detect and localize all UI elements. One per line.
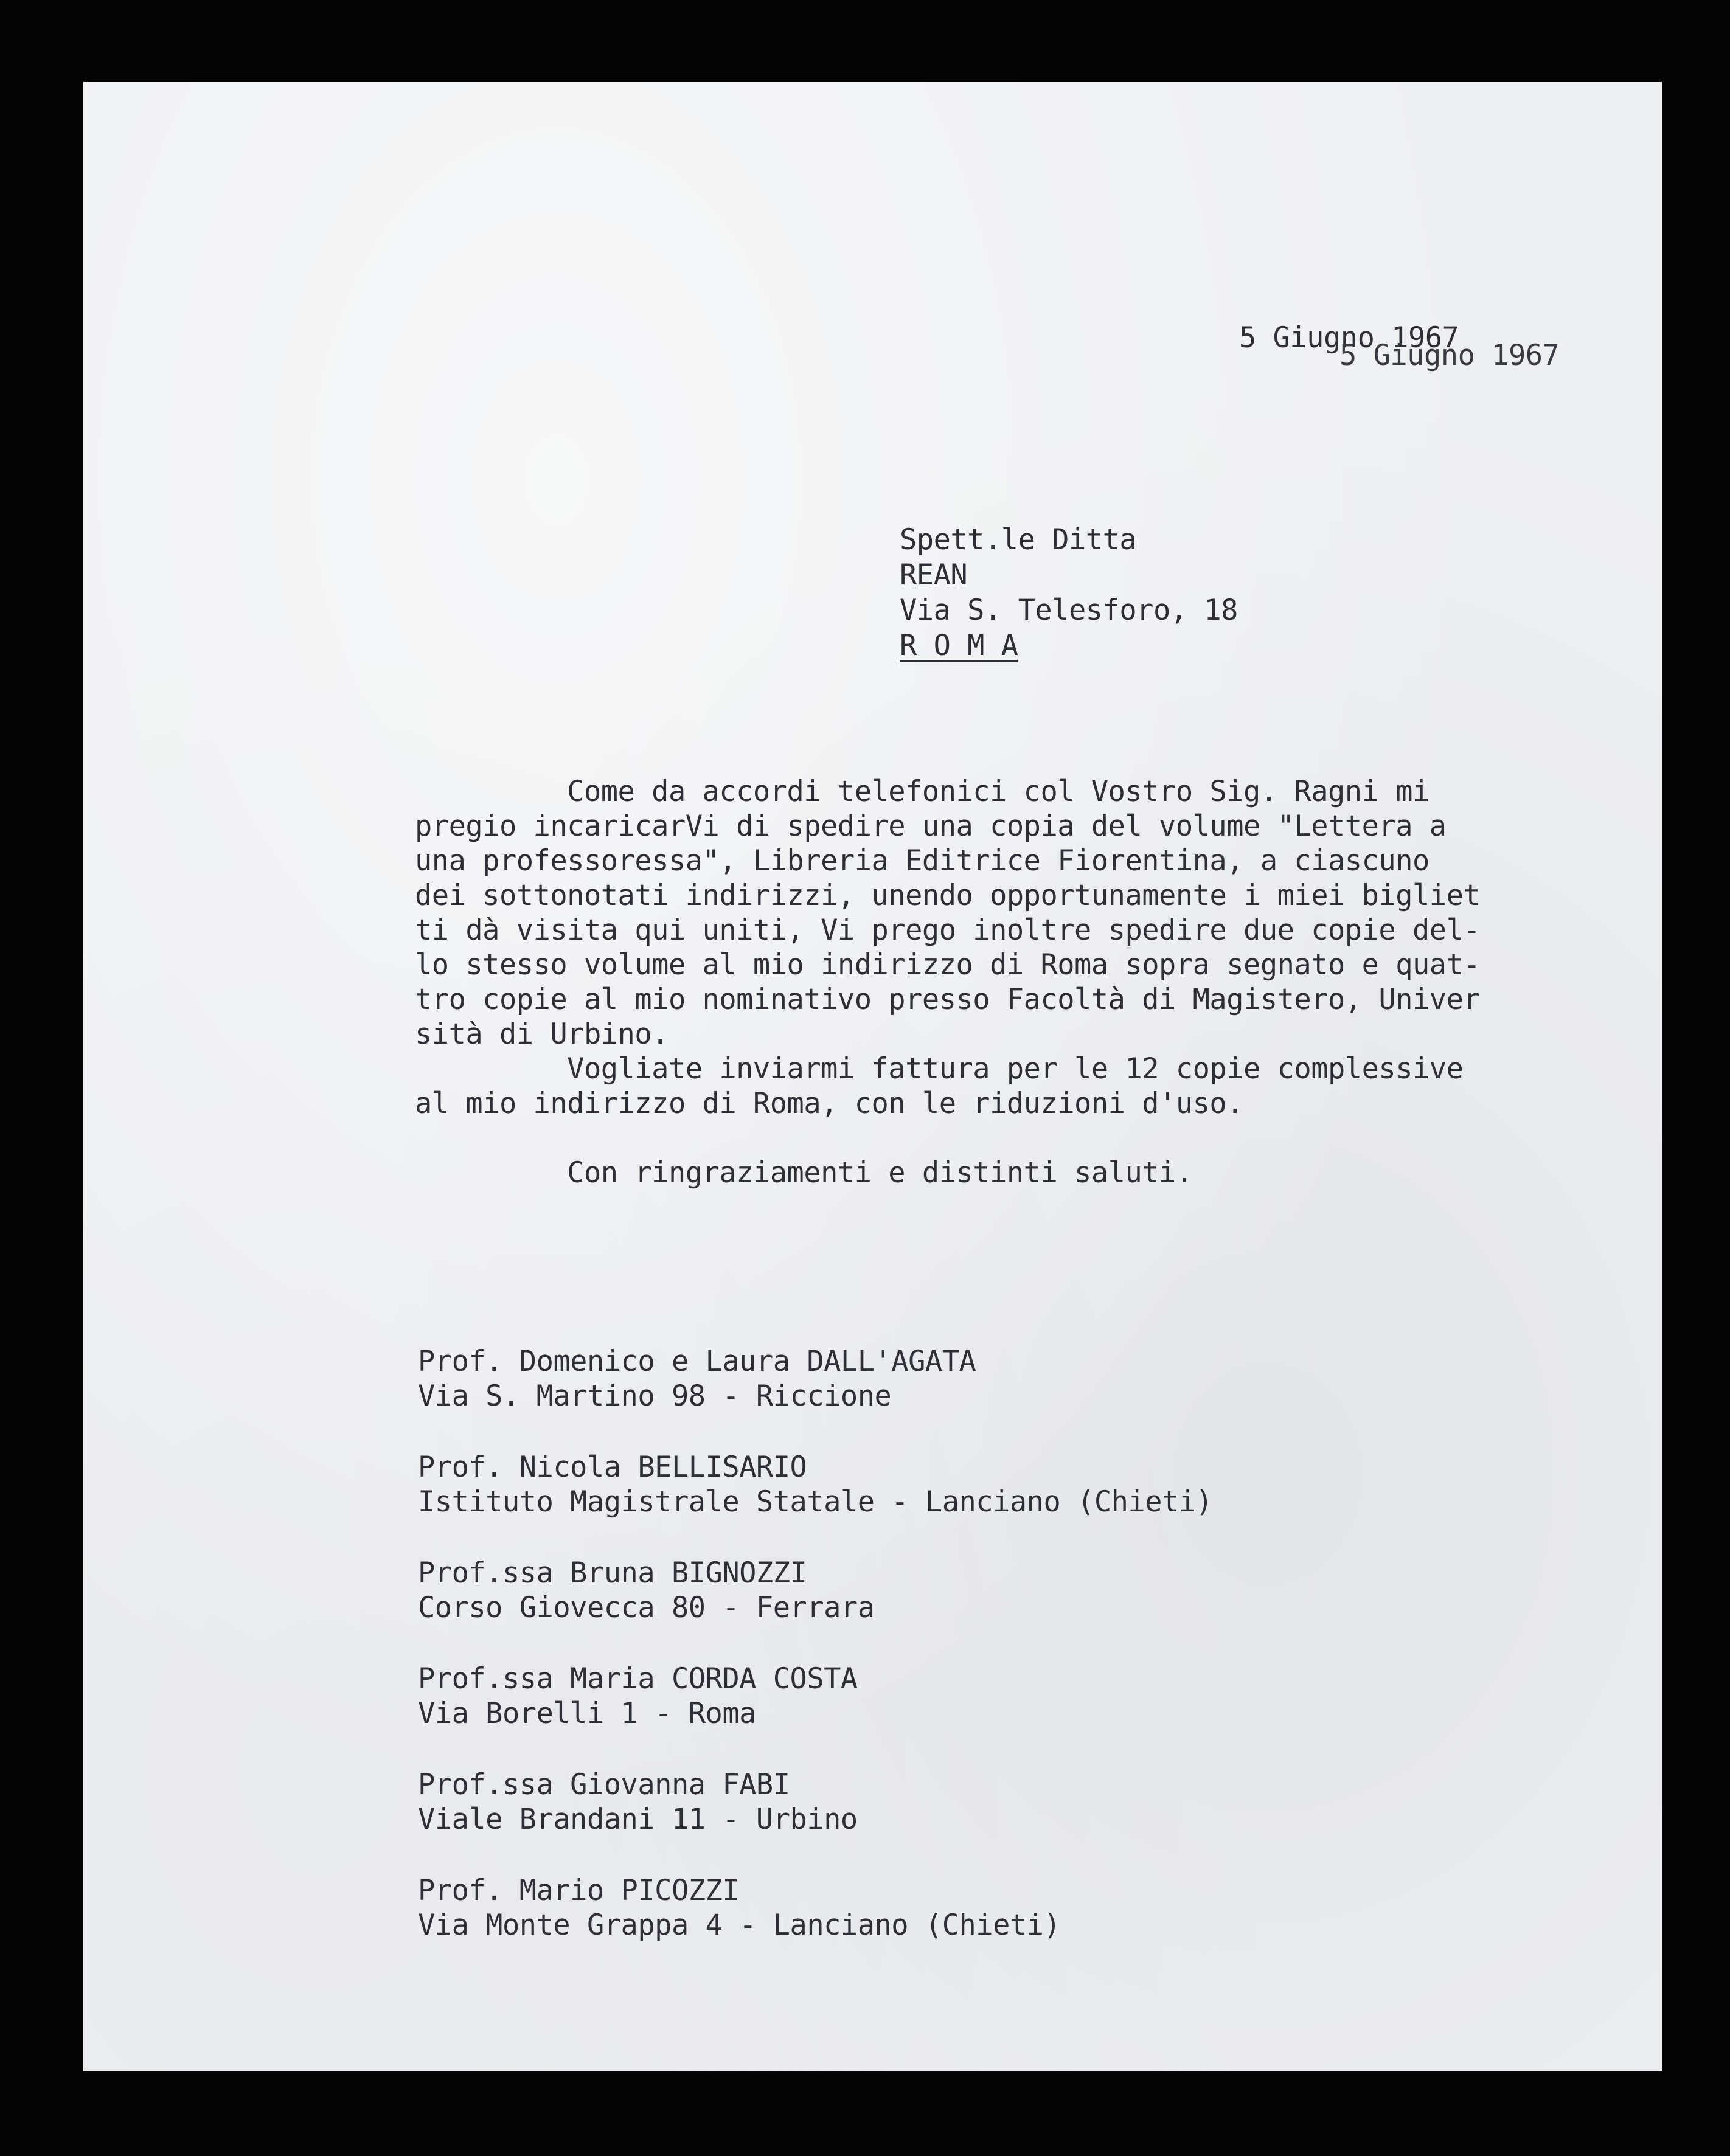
recipient-name: Prof. Nicola BELLISARIO bbox=[418, 1451, 807, 1484]
recipient-list bbox=[418, 1344, 1212, 1979]
recipient-address: Via Monte Grappa 4 - Lanciano (Chieti) bbox=[418, 1908, 1061, 1942]
recipient-address: Istituto Magistrale Statale - Lanciano (Chieti) bbox=[418, 1485, 1213, 1519]
recipient-address: Viale Brandani 11 - Urbino bbox=[418, 1803, 858, 1836]
body-line: una professoressa", Libreria Editrice Fiorentina, a ciascuno bbox=[415, 844, 1430, 878]
recipient-name: Prof.ssa Bruna BIGNOZZI bbox=[418, 1556, 807, 1590]
body-line: dei sottonotati indirizzi, unendo opportunamente i miei bigliet bbox=[415, 879, 1481, 912]
addressee-city: R O M A bbox=[900, 629, 1018, 662]
body-line: Come da accordi telefonici col Vostro Sig. Ragni mi bbox=[415, 775, 1430, 808]
letter-body bbox=[415, 774, 1480, 1190]
recipient-entry bbox=[418, 1767, 1212, 1837]
addressee-block bbox=[900, 522, 1238, 664]
letter-date: 5 Giugno 1967 bbox=[1239, 321, 1459, 355]
body-line: sità di Urbino. bbox=[415, 1017, 669, 1051]
recipient-entry bbox=[418, 1873, 1212, 1943]
body-line: lo stesso volume al mio indirizzo di Roma sopra segnato e quat- bbox=[415, 948, 1481, 982]
recipient-entry bbox=[418, 1662, 1212, 1731]
recipient-address: Corso Giovecca 80 - Ferrara bbox=[418, 1591, 875, 1624]
body-line: al mio indirizzo di Roma, con le riduzioni d'uso. bbox=[415, 1087, 1244, 1120]
recipient-name: Prof. Domenico e Laura DALL'AGATA bbox=[418, 1345, 976, 1378]
recipient-entry bbox=[418, 1450, 1212, 1519]
recipient-name: Prof.ssa Giovanna FABI bbox=[418, 1768, 790, 1801]
recipient-name: Prof.ssa Maria CORDA COSTA bbox=[418, 1662, 858, 1696]
recipient-name: Prof. Mario PICOZZI bbox=[418, 1874, 740, 1907]
body-line: Vogliate inviarmi fattura per le 12 copie complessive bbox=[415, 1052, 1464, 1086]
addressee-company: REAN bbox=[900, 558, 968, 592]
recipient-address: Via Borelli 1 - Roma bbox=[418, 1697, 756, 1730]
body-line: tro copie al mio nominativo presso Facoltà di Magistero, Univer bbox=[415, 983, 1481, 1016]
body-line: ti dà visita qui uniti, Vi prego inoltre spedire due copie del- bbox=[415, 913, 1481, 947]
recipient-address: Via S. Martino 98 - Riccione bbox=[418, 1379, 892, 1413]
closing-line: Con ringraziamenti e distinti saluti. bbox=[415, 1156, 1193, 1190]
recipient-entry bbox=[418, 1556, 1212, 1625]
letter-page bbox=[83, 82, 1662, 2071]
body-line: pregio incaricarVi di spedire una copia del volume "Lettera a bbox=[415, 809, 1447, 843]
body-line bbox=[415, 1121, 1480, 1156]
addressee-street: Via S. Telesforo, 18 bbox=[900, 594, 1238, 627]
recipient-entry bbox=[418, 1344, 1212, 1413]
addressee-salutation: Spett.le Ditta bbox=[900, 523, 1137, 556]
letter-date-overtyped: 5 Giugno 1967 bbox=[1339, 339, 1560, 372]
